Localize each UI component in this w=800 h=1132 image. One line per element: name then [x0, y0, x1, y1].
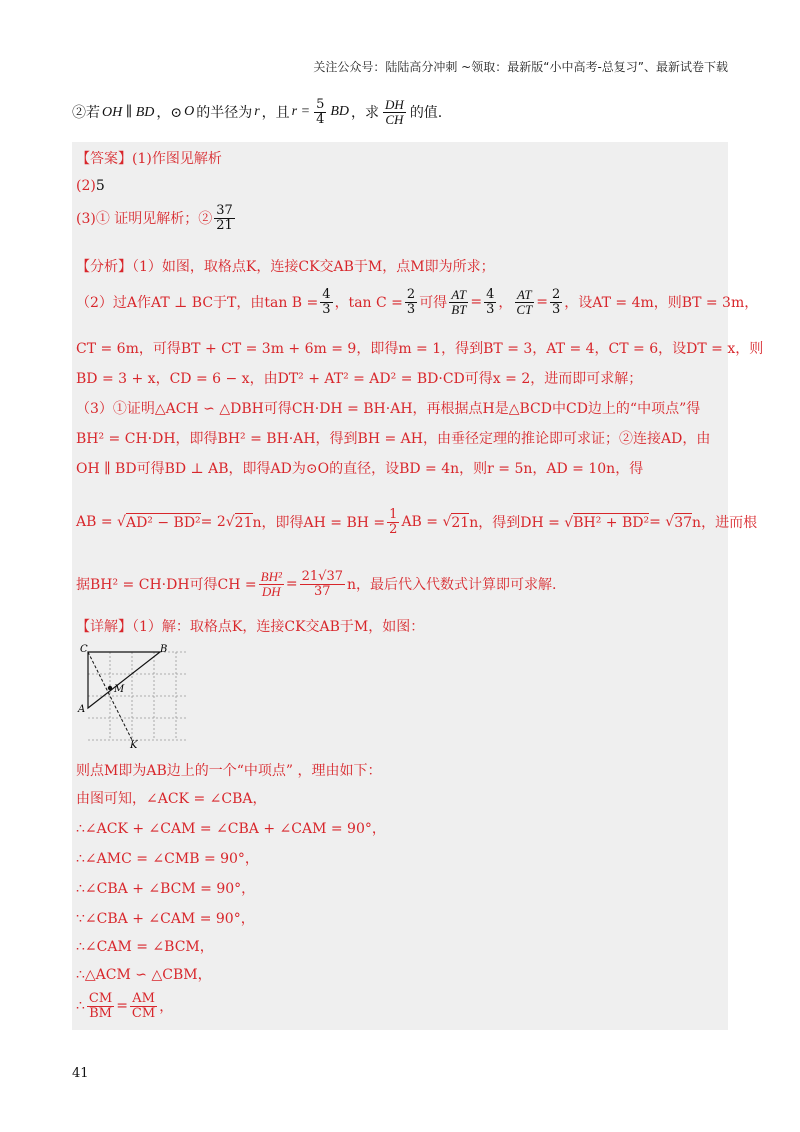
text: ，且 [261, 105, 290, 122]
text: ，求 [351, 105, 380, 122]
text: ②若 [72, 105, 100, 122]
detail-10: ∴ $\frac{CM}{BM}$ = $\frac{AM}{CM}$ ， [76, 991, 174, 1021]
detail-7: ∵∠CBA + ∠CAM = 90°， [76, 911, 255, 927]
answer-3: (3)① 证明见解析；② $\frac{37}{21}$ [76, 203, 233, 233]
detail-6: ∴∠CBA + ∠BCM = 90°， [76, 881, 256, 897]
fraction: $\frac{DH}{CH}$ [385, 97, 404, 127]
point-m [108, 686, 112, 690]
page-number: 41 [72, 1066, 89, 1081]
solution-panel [72, 142, 764, 1030]
analysis-7: OH ∥ BD可得BD ⊥ AB，即得AD为⊙O的直径，设BD = 4n，则r = 5n，AD = 10n，得 [76, 461, 644, 477]
label-b: B [160, 644, 168, 655]
detail-2: 则点M即为AB边上的一个“中项点” ，理由如下： [76, 763, 382, 779]
analysis-1: 【分析】（1）如图，取格点K，连接CK交AB于M，点M即为所求； [76, 259, 495, 275]
label-c: C [80, 644, 88, 655]
grid-figure [78, 644, 188, 751]
analysis-3: CT = 6m，可得BT + CT = 3m + 6m = 9，即得m = 1，得到BT = 3，AT = 4，CT = 6，设DT = x，则 [76, 341, 764, 357]
analysis-6: BH² = CH·DH，即得BH² = BH·AH，得到BH = AH，由垂径定理的推论即可求证；②连接AD，由 [76, 431, 711, 447]
math: O [184, 104, 195, 120]
answer-title: 【答案】(1)作图见解析 [76, 151, 222, 167]
triangle-abc [88, 652, 160, 708]
page-header: 关注公众号：陆陆高分冲刺 ~领取：最新版“小中高考-总复习”、最新试卷下载 [313, 60, 728, 74]
analysis-4: BD = 3 + x，CD = 6 − x，由DT² + AT² = AD² = BD·CD可得x = 2，进而即可求解； [76, 371, 643, 387]
analysis-2: （2）过A作AT ⊥ BC于T，由tan B = $\frac{4}{3}$ ，tan C = $\frac{2}{3}$ 可得 $\frac{AT}{BT}$ = $\frac{4}{3}$ ， $\frac{AT}{CT}$ = $\frac{2}{3}$ ，设AT = 4m，则BT = 3m， [76, 287, 759, 317]
detail-9: ∴△ACM ∽ △CBM， [76, 967, 212, 983]
fraction: $\frac{5}{4}$ [316, 97, 325, 127]
math: OH ∥ BD [102, 104, 155, 120]
label-k: K [130, 740, 138, 751]
math: BD [330, 104, 350, 120]
label-m: M [114, 684, 125, 695]
detail-1: 【详解】（1）解：取格点K，连接CK交AB于M，如图： [76, 619, 425, 635]
detail-8: ∴∠CAM = ∠BCM， [76, 939, 214, 955]
label-a: A [78, 704, 86, 715]
detail-4: ∴∠ACK + ∠CAM = ∠CBA + ∠CAM = 90°， [76, 821, 386, 837]
text: ，⊙ [156, 105, 183, 122]
analysis-9: 据BH² = CH·DH可得CH = $\frac{\text{BH²}}{DH}$ = $\frac{21√37}{37}$ n，最后代入代数式计算即可求解. [76, 569, 557, 599]
detail-3: 由图可知，∠ACK = ∠CBA， [76, 791, 267, 807]
math: r [254, 104, 260, 120]
analysis-5: （3）①证明△ACH ∽ △DBH可得CH·DH = BH·AH，再根据点H是△BCD中CD边上的“中项点”得 [76, 401, 701, 417]
answer-2: (2) 5 [76, 178, 105, 194]
question-line [72, 98, 442, 126]
text: 的半径为 [196, 105, 253, 122]
text: 的值. [409, 105, 443, 122]
analysis-8: AB = √ AD² − BD² = 2√ 21 n，即得AH = BH = $\frac{1}{2}$ AB = √ 21 n，得到DH = √ BH² + BD² = √ 37 n，进而根 [76, 507, 758, 537]
fraction: $\frac{37}{21}$ [216, 203, 233, 233]
math: r = [291, 104, 311, 120]
detail-5: ∴∠AMC = ∠CMB = 90°， [76, 851, 259, 867]
